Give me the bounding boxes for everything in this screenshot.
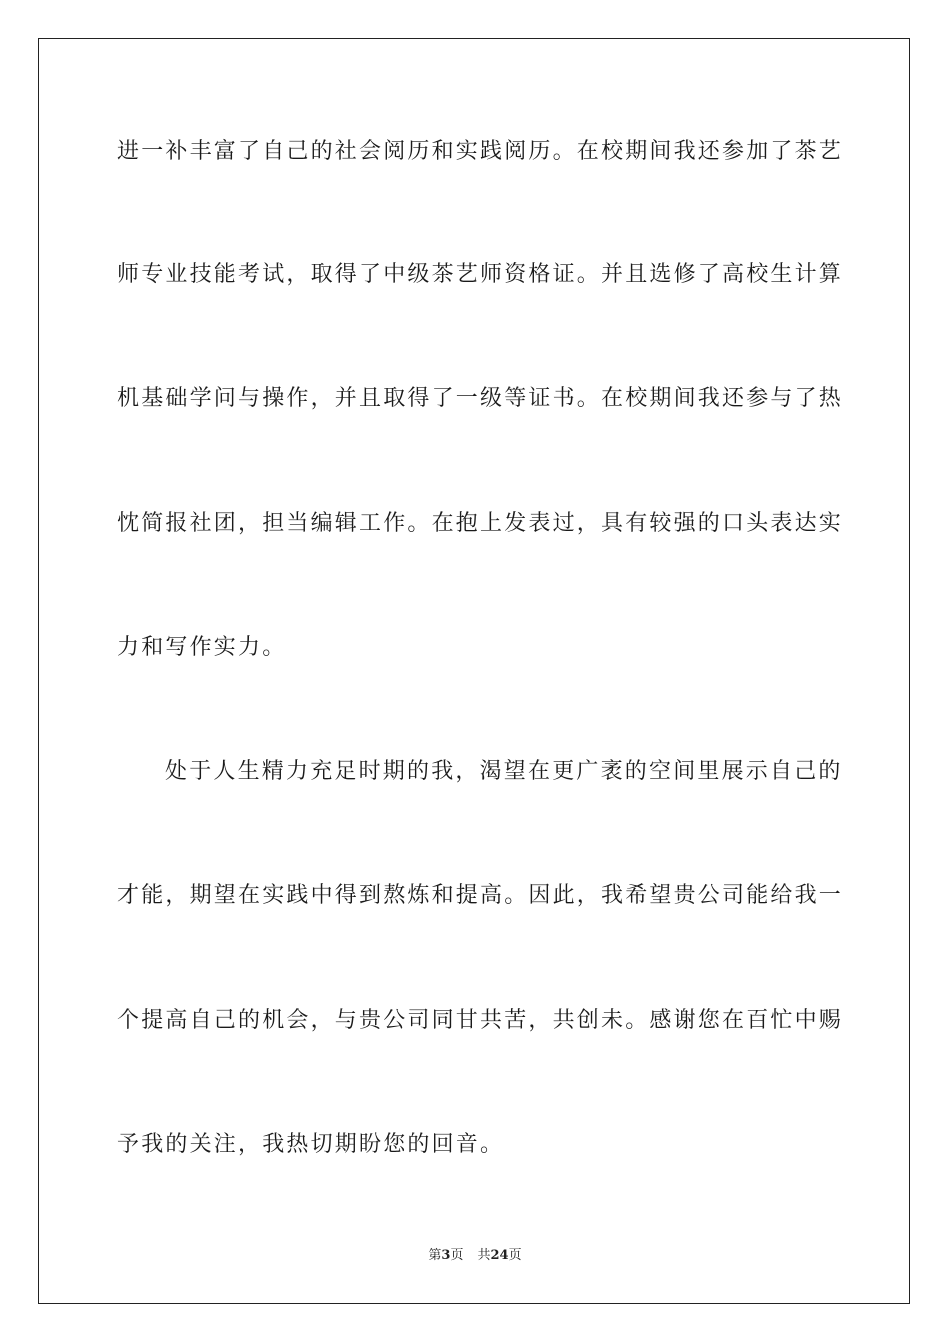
text-line: 机基础学问与操作，并且取得了一级等证书。在校期间我还参与了热 xyxy=(117,386,844,411)
text-line: 予我的关注，我热切期盼您的回音。 xyxy=(117,1132,505,1157)
page-prefix: 第 xyxy=(428,1248,442,1263)
text-line: 师专业技能考试，取得了中级茶艺师资格证。并且选修了高校生计算 xyxy=(117,262,844,287)
page-suffix: 页 xyxy=(450,1248,464,1263)
text-line: 个提高自己的机会，与贵公司同甘共苦，共创未。感谢您在百忙中赐 xyxy=(117,1008,844,1033)
page-border xyxy=(38,38,910,1304)
text-line: 进一补丰富了自己的社会阅历和实践阅历。在校期间我还参加了茶艺 xyxy=(117,139,844,164)
current-page-number: 3 xyxy=(441,1248,451,1263)
page-footer xyxy=(0,1247,950,1265)
text-line: 力和写作实力。 xyxy=(117,635,287,660)
total-suffix: 页 xyxy=(508,1248,522,1263)
total-prefix: 共 xyxy=(477,1248,491,1263)
paragraph-first-line: 处于人生精力充足时期的我，渴望在更广袤的空间里展示自己的 xyxy=(165,759,843,784)
total-page-count: 24 xyxy=(490,1248,509,1263)
text-line: 忱简报社团，担当编辑工作。在抱上发表过，具有较强的口头表达实 xyxy=(117,511,844,536)
text-line: 才能，期望在实践中得到熬炼和提高。因此，我希望贵公司能给我一 xyxy=(117,883,844,908)
